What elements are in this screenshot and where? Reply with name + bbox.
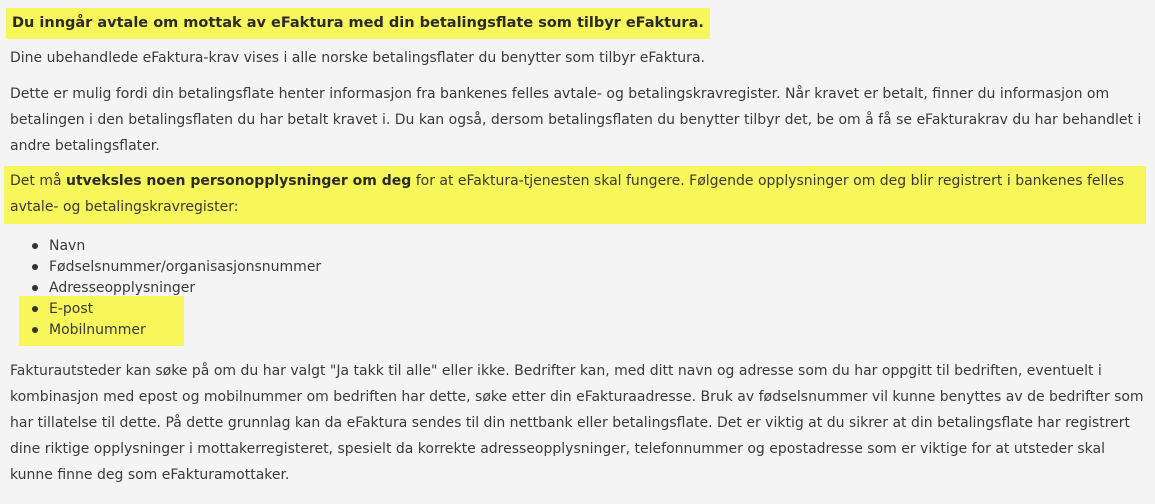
personal-data-text-before: Det må xyxy=(10,173,66,189)
personal-data-list xyxy=(28,236,321,341)
list-item-name: Navn xyxy=(28,236,321,257)
page-heading: Du inngår avtale om mottak av eFaktura med din betalingsflate som tilbyr eFaktura. xyxy=(6,8,710,39)
paragraph-display-info: Dine ubehandlede eFaktura-krav vises i alle norske betalingsflater du benytter som tilbyr eFaktura. xyxy=(10,50,705,66)
paragraph-register-info: Dette er mulig fordi din betalingsflate henter informasjon fra bankenes felles avtale- og betalingskravregister. Når kravet er betalt, finner du informasjon om betalingen i den betalingsflaten du har betalt kravet i. Du kan også, dersom betalingsflaten du benytter tilbyr det, be om å få se eFakturakrav du har behandlet i andre betalingsflater. xyxy=(10,86,1142,154)
list-item-mobile: Mobilnummer xyxy=(28,320,321,341)
paragraph-personal-data xyxy=(4,166,1146,224)
list-item-email: E-post xyxy=(28,299,321,320)
list-item-id-number: Fødselsnummer/organisasjonsnummer xyxy=(28,257,321,278)
list-item-address: Adresseopplysninger xyxy=(28,278,321,299)
personal-data-bold-text: utveksles noen personopplysninger om deg xyxy=(66,173,412,189)
personal-data-text-after: for at eFaktura-tjenesten skal fungere. Følgende opplysninger om deg blir registrert i bankenes felles avtale- og betalingskravregister: xyxy=(10,173,1125,215)
paragraph-issuer-search: Fakturautsteder kan søke på om du har valgt "Ja takk til alle" eller ikke. Bedrifter kan, med ditt navn og adresse som du har oppgitt til bedriften, eventuelt i kombinasjon med epost og mobilnummer om bedriften har dette, søke etter din eFakturaadresse. Bruk av fødselsnummer vil kunne benyttes av de bedrifter som har tillatelse til dette. På dette grunnlag kan da eFaktura sendes til din nettbank eller betalingsflate. Det er viktig at du sikrer at din betalingsflate har registrert dine riktige opplysninger i mottakerregisteret, spesielt da korrekte adresseopplysninger, telefonnummer og epostadresse som er viktige for at utsteder skal kunne finne deg som eFakturamottaker. xyxy=(10,363,1144,483)
